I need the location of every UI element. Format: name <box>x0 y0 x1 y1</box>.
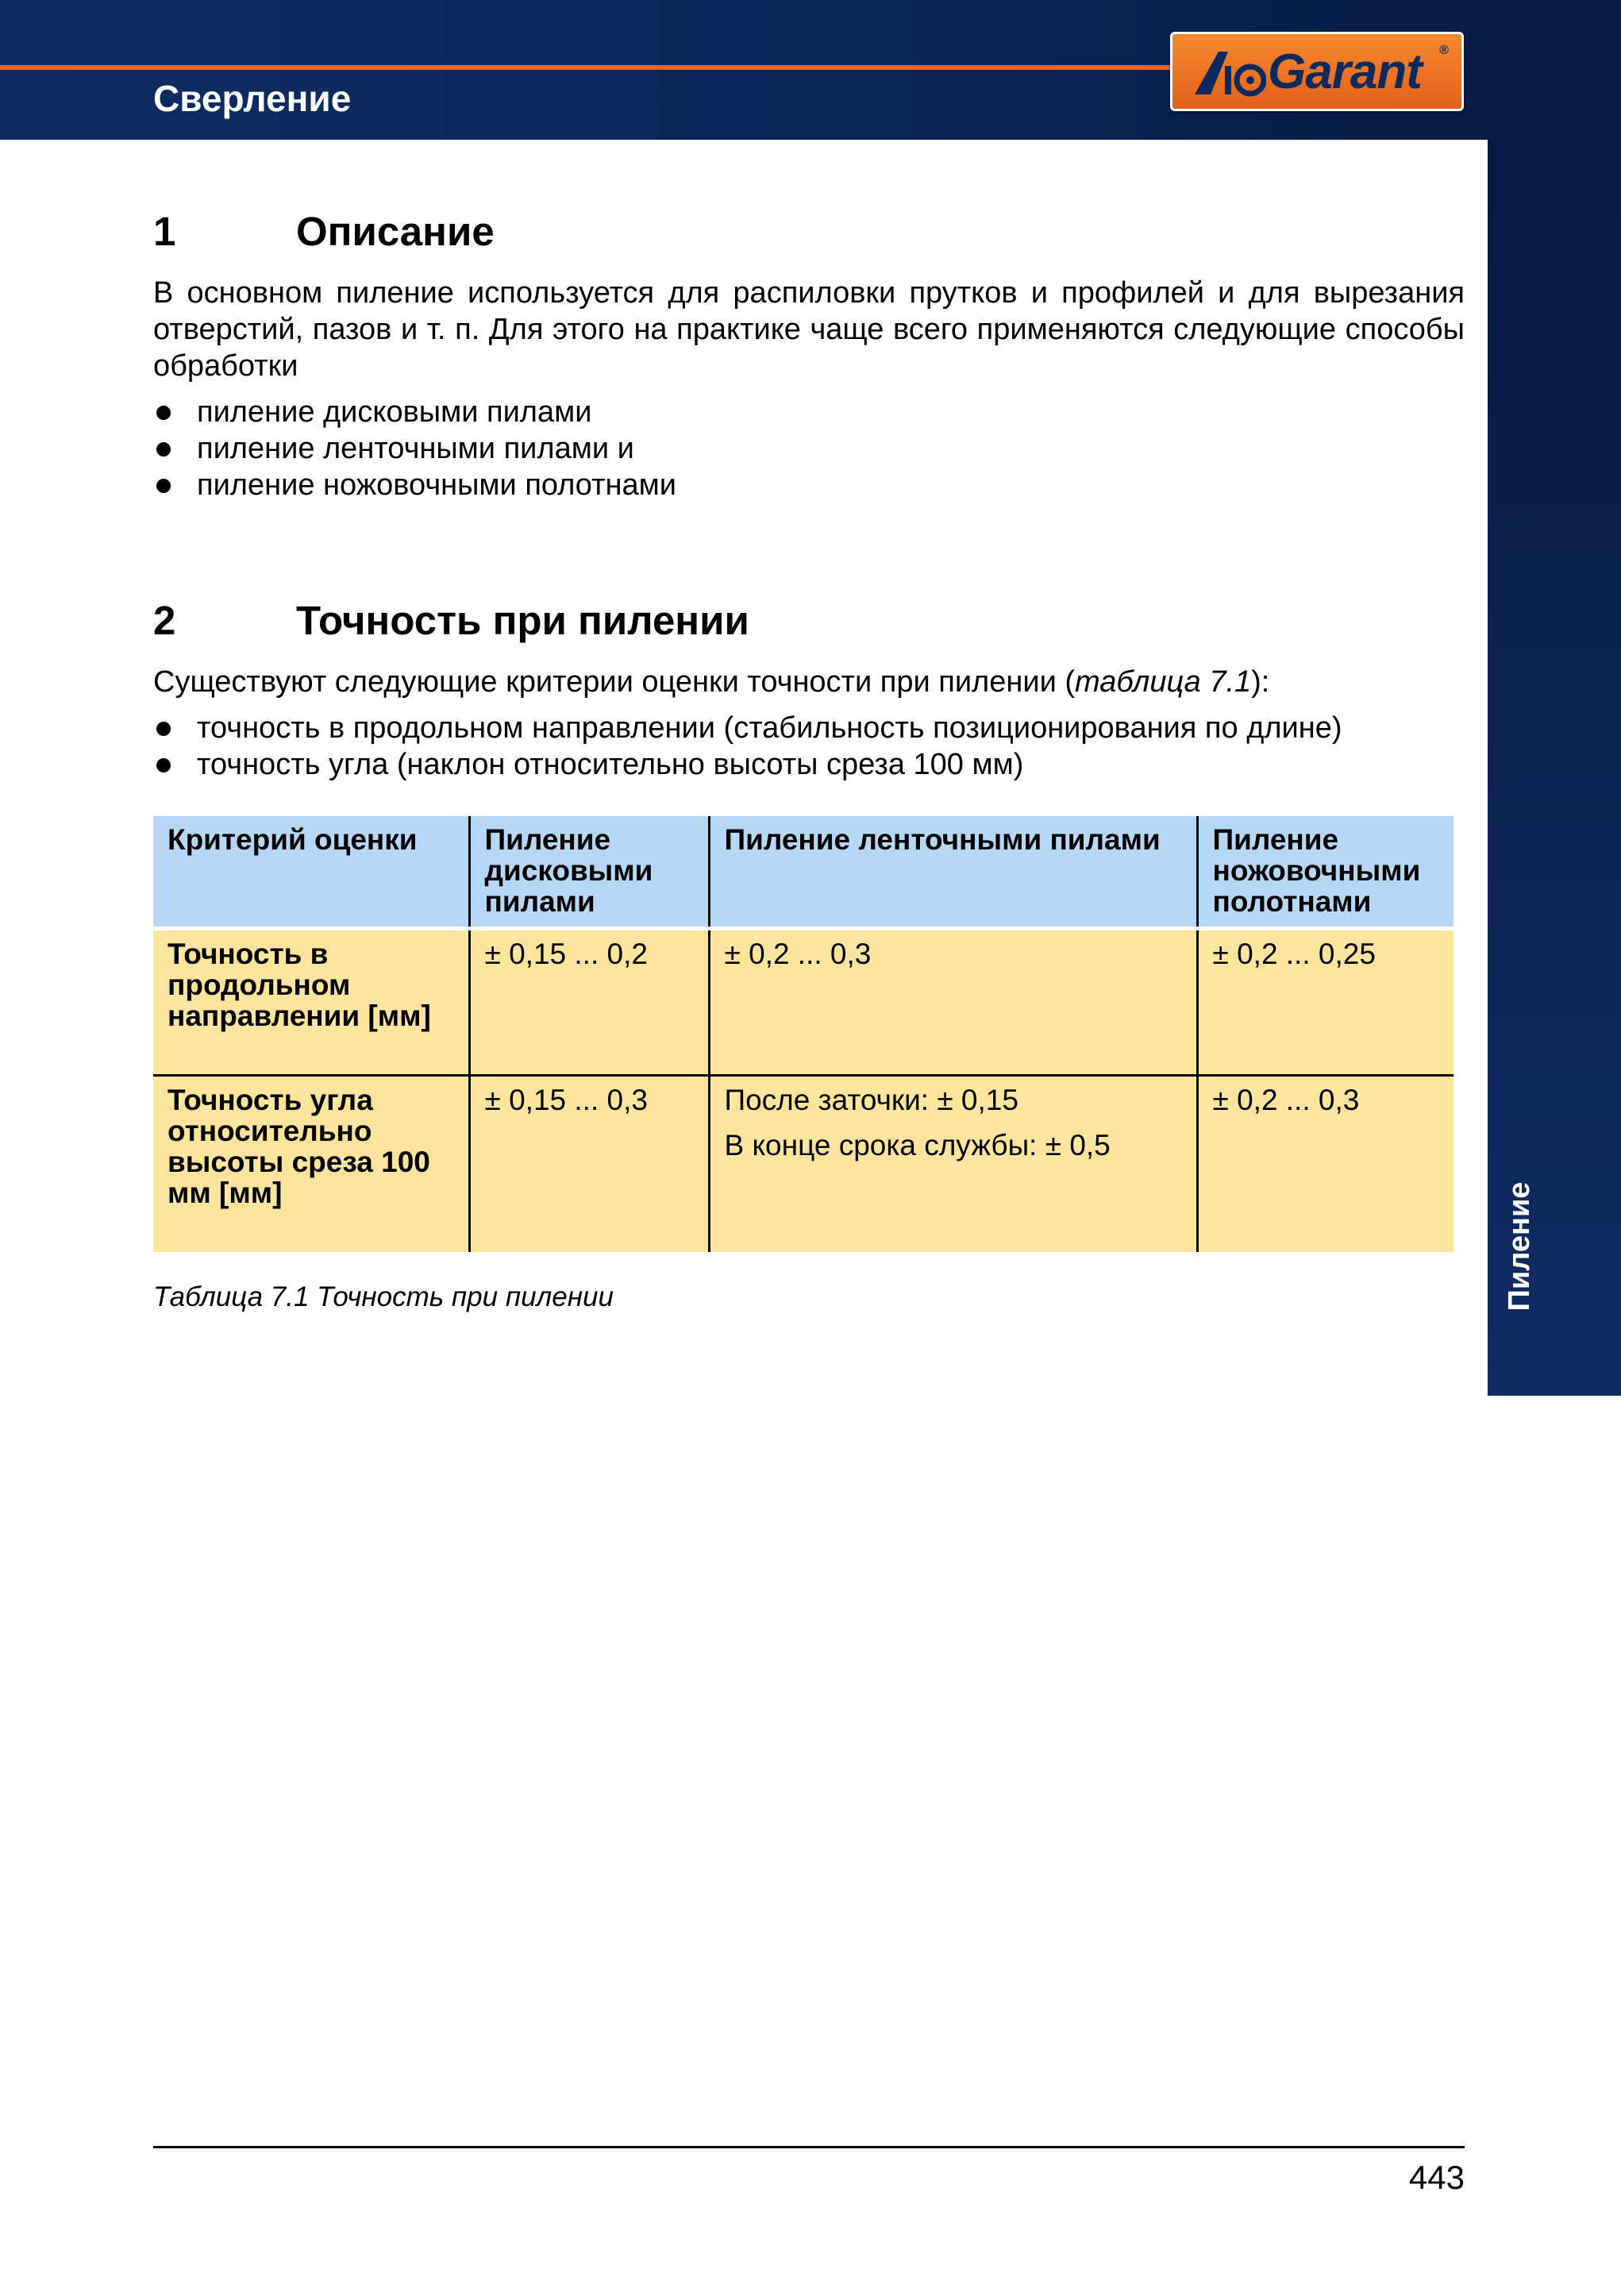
list-item: пиление ножовочными полотнами <box>153 467 676 503</box>
bullet-dot-icon <box>156 406 171 420</box>
table-reference-link[interactable]: таблица 7.1 <box>1075 665 1252 699</box>
bullet-dot-icon <box>156 442 171 457</box>
section-2-title: Точность при пилении <box>296 598 749 643</box>
section-1-title: Описание <box>296 209 495 254</box>
section-1-number: 1 <box>153 209 176 254</box>
section-2-paragraph: Существуют следующие критерии оценки точности при пилении (таблица 7.1): <box>153 665 1270 699</box>
list-item: точность угла (наклон относительно высоты среза 100 мм) <box>153 746 1342 783</box>
list-item: точность в продольном направлении (стабильность позиционирования по длине) <box>153 710 1342 746</box>
section-2-bullet-list <box>153 710 1342 783</box>
page-number: 443 <box>1408 2159 1465 2196</box>
cell-circular-saw: ± 0,15 ... 0,3 <box>469 1076 709 1252</box>
garant-logo <box>1170 32 1464 111</box>
registered-mark: ® <box>1439 44 1449 57</box>
cell-criterion: Точность угла относительно высоты среза 100 мм [мм] <box>153 1076 469 1252</box>
section-1-paragraph: В основном пиление используется для распиловки прутков и профилей и для вырезания отверстий, пазов и т. п. Для этого на практике чаще всего применяются следующие способы обработки <box>153 276 1465 383</box>
cell-hacksaw: ± 0,2 ... 0,25 <box>1197 929 1454 1076</box>
footer-divider <box>153 2146 1465 2148</box>
section-2-number: 2 <box>153 598 176 643</box>
garant-logo-icon <box>1195 48 1266 98</box>
column-header-circular-saw: Пиление дисковыми пилами <box>469 816 709 929</box>
list-item: пиление ленточными пилами и <box>153 430 676 467</box>
column-header-band-saw: Пиление ленточными пилами <box>709 816 1197 929</box>
cell-criterion: Точность в продольном направлении [мм] <box>153 929 469 1076</box>
cell-circular-saw: ± 0,15 ... 0,2 <box>469 929 709 1076</box>
column-header-criterion: Критерий оценки <box>153 816 469 929</box>
header-accent-line <box>0 65 1175 70</box>
table-caption: Таблица 7.1 Точность при пилении <box>153 1281 614 1312</box>
page-header <box>0 0 1621 140</box>
logo-wordmark: Garant <box>1268 44 1422 99</box>
section-1-bullet-list <box>153 394 676 503</box>
section-1-heading <box>153 208 1106 256</box>
cell-band-saw: После заточки: ± 0,15 В конце срока службы: ± 0,5 <box>709 1076 1197 1252</box>
table-row <box>153 1076 1454 1252</box>
bullet-dot-icon <box>156 722 171 736</box>
column-header-hacksaw: Пиление ножовочными полотнами <box>1197 816 1454 929</box>
bullet-dot-icon <box>156 479 171 493</box>
accuracy-table <box>153 816 1454 1252</box>
cell-hacksaw: ± 0,2 ... 0,3 <box>1197 1076 1454 1252</box>
section-2-heading <box>153 597 1265 645</box>
side-tab-label: Пиление <box>1503 1181 1536 1312</box>
bullet-dot-icon <box>156 758 171 772</box>
table-row <box>153 929 1454 1076</box>
table-header-row <box>153 816 1454 929</box>
list-item: пиление дисковыми пилами <box>153 394 676 430</box>
cell-band-saw: ± 0,2 ... 0,3 <box>709 929 1197 1076</box>
header-chapter-title: Сверление <box>153 78 352 119</box>
